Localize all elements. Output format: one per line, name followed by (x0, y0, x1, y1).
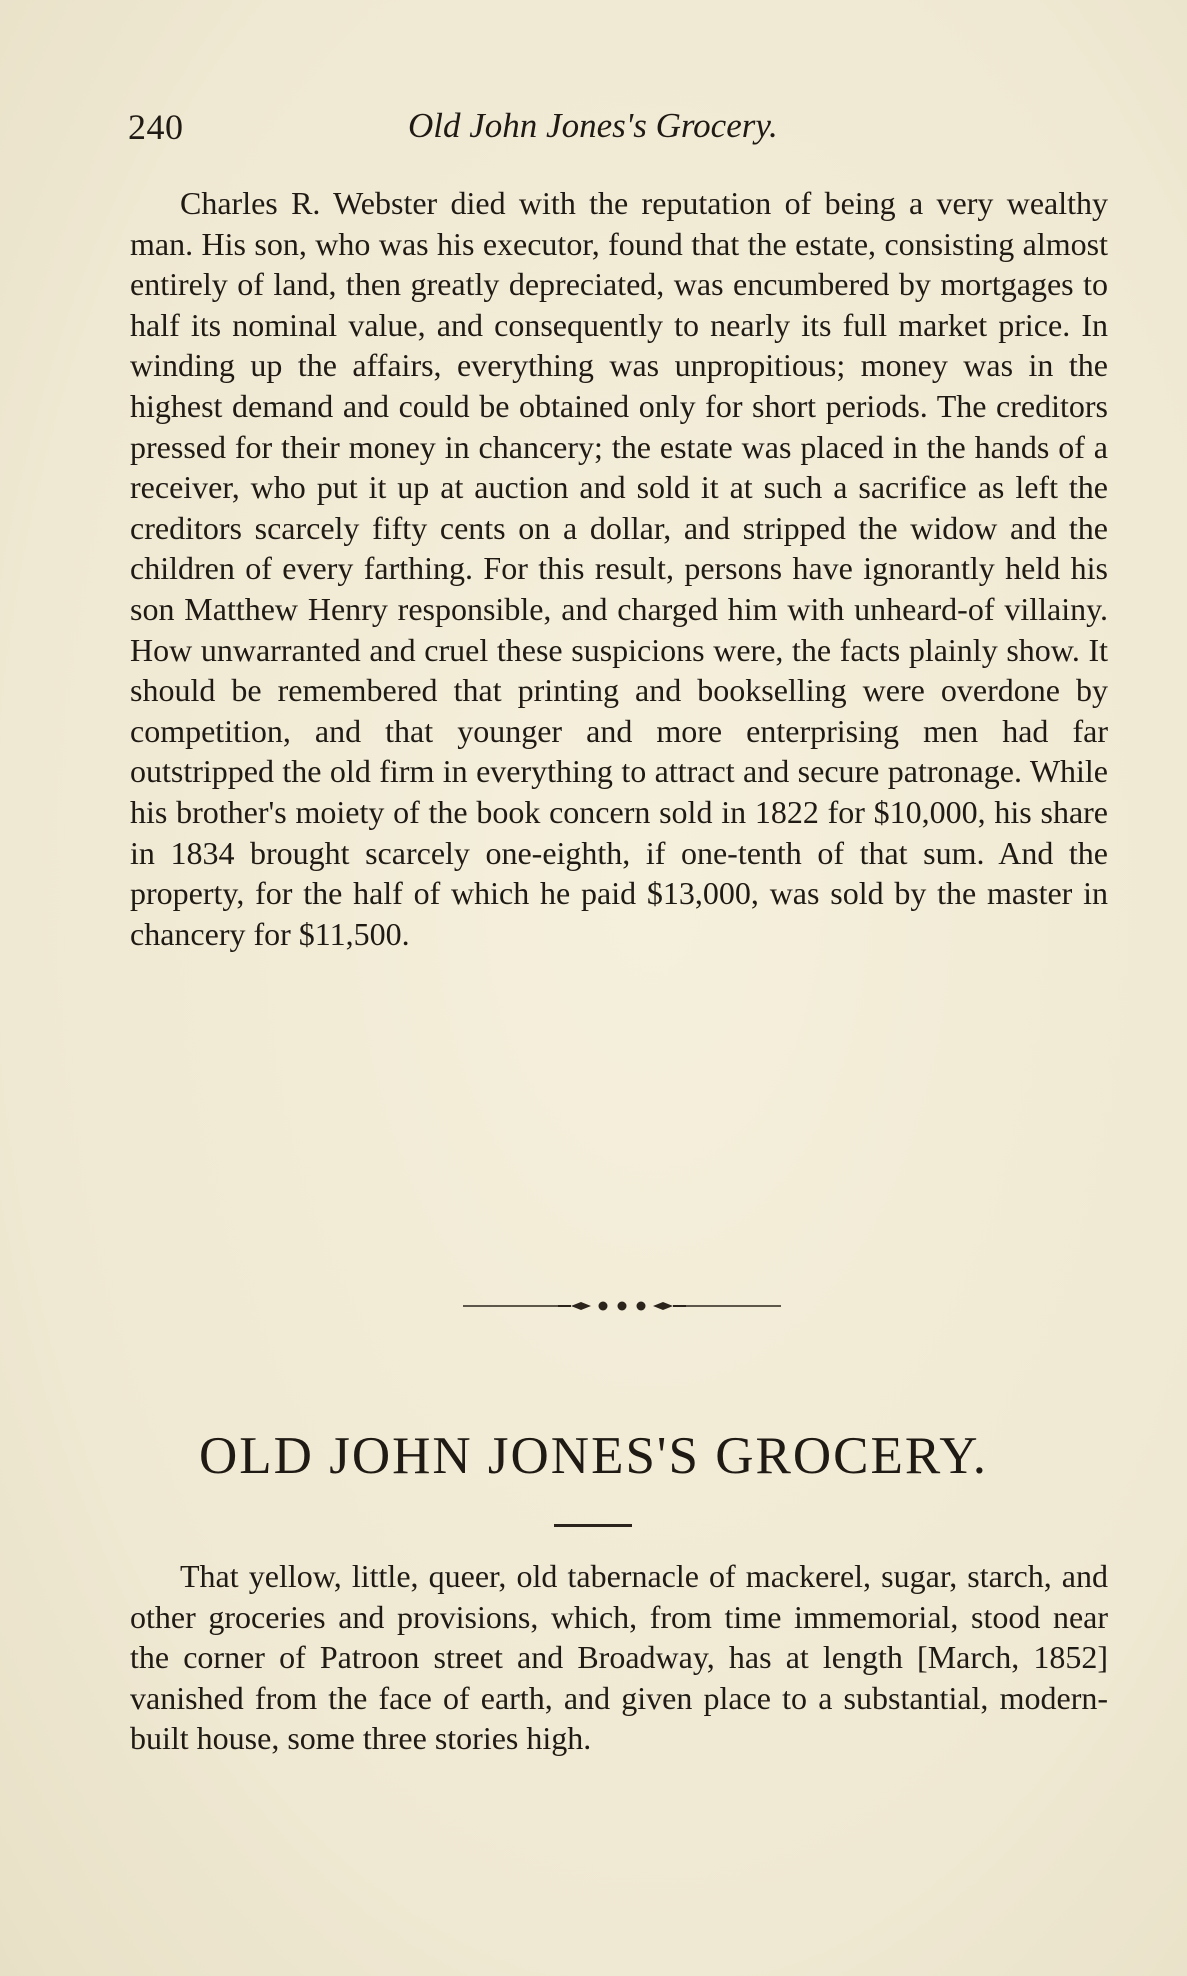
running-title: Old John Jones's Grocery. (408, 106, 778, 145)
paragraph-webster-estate: Charles R. Webster died with the reputation of being a very wealthy man. His son, who was his executor, found that the estate, consisting almost entirely of land, then greatly depreciated, was encumbered by mortgages to half its nominal value, and consequently to nearly its full market price. In winding up the affairs, everything was unpropitious; money was in the highest demand and could be obtained only for short periods. The creditors pressed for their money in chancery; the estate was placed in the hands of a receiver, who put it up at auction and sold it at such a sacrifice as left the creditors scarcely fifty cents on a dollar, and stripped the widow and the children of every farthing. For this result, persons have ignorantly held his son Matthew Henry responsible, and charged him with unheard-of villainy. How unwarranted and cruel these suspicions were, the facts plainly show. It should be remembered that printing and bookselling were overdone by competition, and that younger and more enterprising men had far outstripped the old firm in everything to attract and secure patronage. While his brother's moiety of the book concern sold in 1822 for $10,000, his share in 1834 brought scarcely one-eighth, if one-tenth of that sum. And the property, for the half of which he paid $13,000, was sold by the master in chancery for $11,500. (130, 185, 1108, 952)
chapter-body-text (130, 1556, 1108, 1759)
paragraph-grocery-intro: That yellow, little, queer, old tabernacle of mackerel, sugar, starch, and other groceries and provisions, which, from time immemorial, stood near the corner of Patroon street and Broadway, has at length [March, 1852] vanished from the face of earth, and given place to a substantial, modern-built house, some three stories high. (130, 1558, 1108, 1757)
section-divider-ornament-icon (463, 1298, 781, 1314)
running-head (128, 106, 1108, 156)
page-number: 240 (128, 107, 184, 147)
title-underline-rule (554, 1524, 632, 1527)
body-text (130, 183, 1108, 954)
chapter-title: OLD JOHN JONES'S GROCERY. (199, 1427, 988, 1485)
